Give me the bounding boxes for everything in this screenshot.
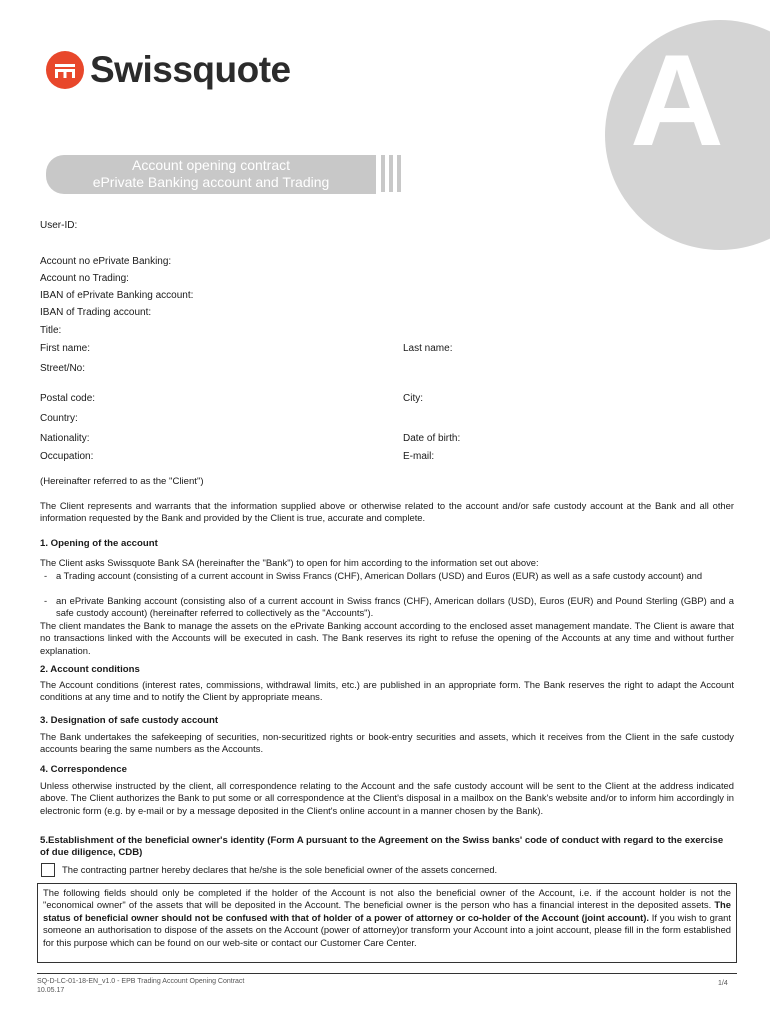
iban-trading-label: IBAN of Trading account: xyxy=(40,307,152,318)
section-4-heading: 4. Correspondence xyxy=(40,764,127,775)
footer-doc-ref: SQ-D-LC-01-18-EN_v1.0 - EPB Trading Account Opening Contract xyxy=(37,978,245,985)
logo-text: Swissquote xyxy=(90,49,291,90)
occupation-label: Occupation: xyxy=(40,451,94,462)
logo-mark-icon xyxy=(46,51,84,89)
title-label: Title: xyxy=(40,325,62,336)
last-name-label: Last name: xyxy=(403,343,453,354)
nationality-label: Nationality: xyxy=(40,433,90,444)
beneficial-owner-checkbox-label: The contracting partner hereby declares that he/she is the sole beneficial owner of the assets concerned. xyxy=(62,864,498,875)
banner-line-1: Account opening contract xyxy=(132,157,290,173)
account-no-trading-label: Account no Trading: xyxy=(40,273,129,284)
footer-divider xyxy=(37,973,737,974)
section-1-bullet-epb xyxy=(40,595,734,620)
banner-bar xyxy=(381,155,385,192)
section-2-text: The Account conditions (interest rates, commissions, withdrawal limits, etc.) are published in an appropriate form. The Bank reserves the right to adapt the Account conditions at any time and to notify the Client by appropriate means. xyxy=(40,679,734,703)
postal-code-label: Postal code: xyxy=(40,393,96,404)
bullet-dash: - xyxy=(44,570,48,581)
street-label: Street/No: xyxy=(40,363,86,374)
bullet-text: an ePrivate Banking account (consisting also of a current account in Swiss francs (CHF), American dollars (USD), Euros (EUR) and Pound Sterling (GBP) and a safe custody account) (hereinafter referred to collectively as the "Accounts"). xyxy=(56,595,734,619)
section-3-text: The Bank undertakes the safekeeping of securities, non-securitized rights or book-entry securities and assets, which it receives from the Client in the safe custody accounts bearing the same numbers as the Accounts. xyxy=(40,731,734,755)
banner-line-2: ePrivate Banking account and Trading xyxy=(92,174,330,190)
banner-bar xyxy=(389,155,393,192)
title-banner xyxy=(46,155,376,194)
section-1-bullet-trading xyxy=(40,570,734,582)
beneficial-owner-checkbox[interactable] xyxy=(41,863,55,877)
date-of-birth-label: Date of birth: xyxy=(403,433,461,444)
city-label: City: xyxy=(403,393,423,404)
form-letter: A xyxy=(630,27,724,173)
bullet-dash: - xyxy=(44,595,48,606)
section-3-heading: 3. Designation of safe custody account xyxy=(40,715,219,726)
section-1-intro: The Client asks Swissquote Bank SA (hereinafter the "Bank") to open for him according to the information set out above: xyxy=(40,557,539,568)
beneficial-owner-notice-box xyxy=(37,883,737,963)
section-1-heading: 1. Opening of the account xyxy=(40,538,158,549)
section-1-mandate: The client mandates the Bank to manage the assets on the ePrivate Banking account according to the enclosed asset management mandate. The Client is aware that no transactions linked with the Accounts will be executed in cash. The Bank reserves its right to refuse the opening of the Accounts at any time and without further explanation. xyxy=(40,620,734,656)
notice-text-2: If you wish to grant someone an authorisation to dispose of the assets on the Account (power of attorney)or transform your Account into a joint account, please fill in the form established for this purpose which can be found on our web-site or contact our Customer Care Center. xyxy=(43,911,731,948)
footer-page-number: 1/4 xyxy=(718,980,728,987)
notice-text-bold: The status of beneficial owner should not be confused with that of holder of a power of attorney or co-holder of the Account (joint account). xyxy=(43,899,731,923)
bullet-text: a Trading account (consisting of a current account in Swiss Francs (CHF), American Dollars (USD) and Euros (EUR) as well as a safe custody account) and xyxy=(56,570,703,581)
email-label: E-mail: xyxy=(403,451,435,462)
section-4-text: Unless otherwise instructed by the client, all correspondence relating to the Account and the safe custody account will be sent to the Client at the address indicated above. The Client authorizes the Bank to put some or all correspondence at the Client's disposal in a mailbox on the Bank's website and/or to inform him accordingly in electronic form (e.g. by e-mail or by a message deposited in the Client's online account in a manner chosen by the Bank). xyxy=(40,780,734,816)
footer-date: 10.05.17 xyxy=(37,987,65,994)
section-2-heading: 2. Account conditions xyxy=(40,664,140,675)
user-id-label: User-ID: xyxy=(40,220,78,231)
country-label: Country: xyxy=(40,413,78,424)
notice-text-1: The following fields should only be completed if the holder of the Account is not also the beneficial owner of the Account, i.e. if the account holder is not the "economical owner" of the assets that will be deposited in the Account. The beneficial owner is the person who has a financial interest in the deposited assets. xyxy=(43,887,731,911)
iban-epb-label: IBAN of ePrivate Banking account: xyxy=(40,290,194,301)
represents-paragraph: The Client represents and warrants that the information supplied above or otherwise related to the account and/or safe custody account at the Bank and all other information requested by the Bank and provided by the Client is true, accurate and complete. xyxy=(40,500,734,524)
swissquote-logo xyxy=(46,49,291,91)
section-5-heading: 5.Establishment of the beneficial owner's identity (Form A pursuant to the Agreement on the Swiss banks' code of conduct with regard to the exercise of due diligence, CDB) xyxy=(40,835,724,859)
banner-bar xyxy=(397,155,401,192)
account-no-epb-label: Account no ePrivate Banking: xyxy=(40,256,172,267)
hereinafter-text: (Hereinafter referred to as the "Client") xyxy=(40,476,204,487)
first-name-label: First name: xyxy=(40,343,91,354)
